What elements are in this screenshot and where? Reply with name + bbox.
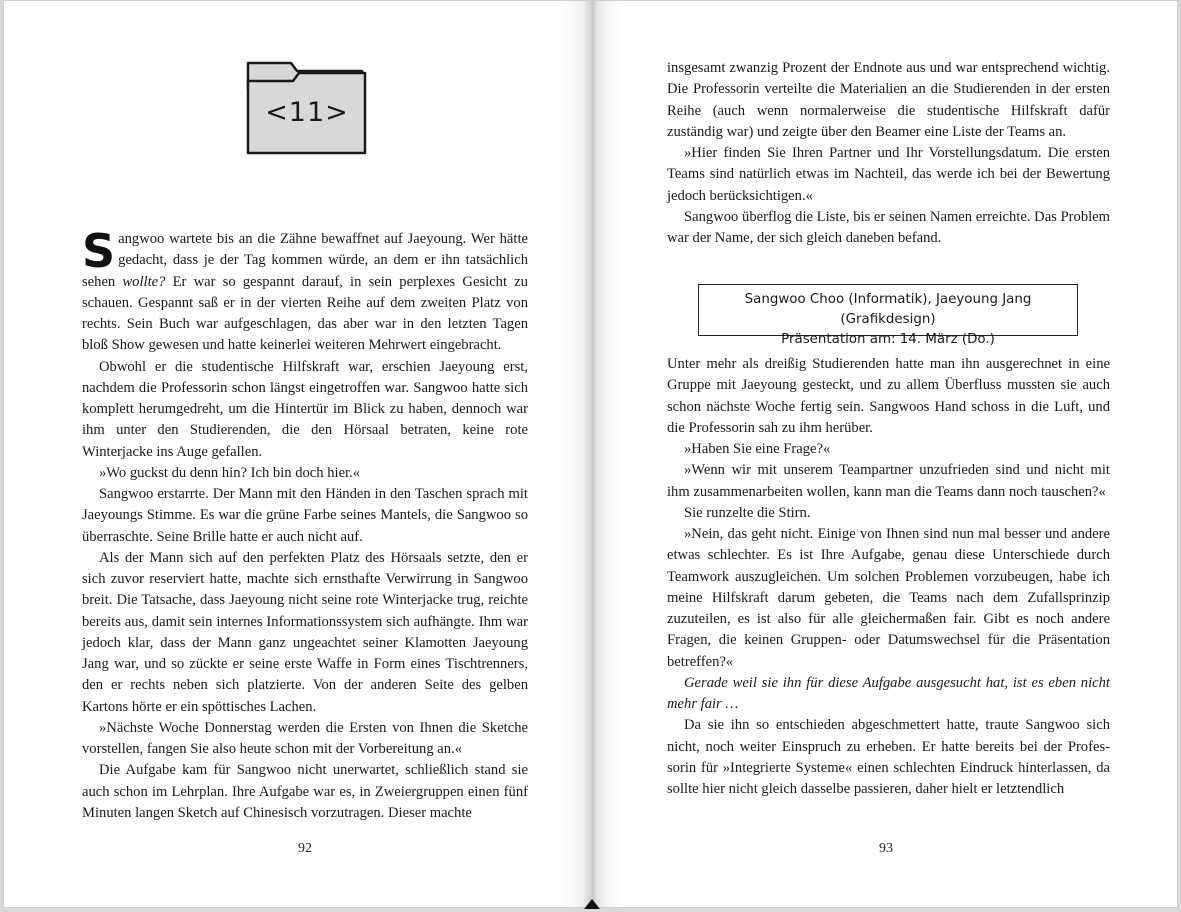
paragraph-text: Er war so gespannt darauf, in sein perplexes Gesicht zu schauen. Gespannt saß er in der vierten Reihe auf dem zweiten Platz von rechts. Sein Buch war aufgeschlagen, das aber war in den letzten Tagen bloß Show gewesen und hatte keinerlei weiteren Mehrwert eingebracht. (82, 273, 528, 354)
right-body-text-top (667, 58, 1110, 249)
left-body-text (82, 224, 528, 824)
paragraph: Sie runzelte die Stirn. (684, 504, 811, 521)
drop-cap: S (82, 224, 116, 278)
paragraph: Unter mehr als dreißig Studierenden hatte man ihn ausgerechnet in eine Gruppe mit Jaeyoung gesteckt, und zu allem Überfluss mussten sie auch schon nächste Woche fertig sein. Sangwoos Hand schoss in die Luft, und die Professorin sah zu ihm herüber. (667, 356, 1110, 436)
paragraph-italic (667, 673, 1110, 716)
paragraph: Die Aufgabe kam für Sangwoo nicht unerwartet, schließlich stand sie auch schon im Lehrplan. Ihre Aufgabe war es, in Zweiergruppen einen fünf Minuten langen Sketch auf Chinesisch vorzutragen. Dieser machte (82, 762, 528, 821)
paragraph: »Haben Sie eine Frage?« (684, 441, 831, 457)
paragraph: »Nächste Woche Donnerstag werden die Ersten von Ihnen die Sketche vorstellen, fangen Sie also heute schon mit der Vorbereitung an.« (82, 719, 528, 757)
right-body-text-bottom (667, 354, 1110, 800)
paragraph: Obwohl er die studentische Hilfskraft war, erschien Jaeyoung erst, nachdem die Professorin schon längst eingetroffen war. Sangwoo hatte sich komplett herumgedreht, um die Hintertür im Blick zu haben, dennoch war ihm unter den Studierenden, die den Hörsaal betraten, keine rote Winterjacke ins Auge gefallen. (82, 358, 528, 460)
emphasis-text: Gerade weil sie ihn für diese Aufgabe ausgesucht hat, ist es eben nicht mehr fair … (667, 674, 1110, 712)
page-number: 92 (298, 841, 312, 856)
paragraph: Als der Mann sich auf den perfekten Platz des Hörsaals setzte, den er sich zuvor reserviert hatte, machte sich ernsthafte Verwirrung in Sangwoo breit. Die Tatsache, dass Jaeyoung nicht seine rote Winterjacke trug, reichte bereits aus, damit sein internes Informationssystem sich aufhängte. Ihm war jedoch klar, dass der Mann ganz ungeachtet seiner Klamotten Jaeyoung Jang war, und so zückte er seine erste Waffe in Form eines Tischtrenners, den er rechts neben sich platzierte. Von der anderen Seite des gelben Kartons hörte er ein spöttisches Lachen. (82, 549, 528, 715)
paragraph: Sangwoo erstarrte. Der Mann mit den Händen in den Taschen sprach mit Jaeyoungs Stimme. Es war die grüne Farbe seines Mantels, die Sangwoo so überraschte. Seine Brille hatte er auch nicht auf. (82, 486, 528, 545)
paragraph: insgesamt zwanzig Prozent der Endnote aus und war entsprechend wichtig. Die Professorin verteilte die Materialien an die Studierenden in der ersten Reihe (auch wenn normalerweise die studentische Hilfskraft dafür zuständig war) und zeigte über den Beamer eine Liste der Teams an. (667, 60, 1110, 140)
paragraph-text: angwoo wartete bis an die Zähne bewaffnet auf Jaeyoung. Wer hätte gedacht, dass je der Tag kommen würde, an dem er ihn tatsächlich sehen (82, 231, 528, 290)
emphasis-text: wollte? (122, 273, 166, 290)
paragraph: »Hier finden Sie Ihren Partner und Ihr Vorstellungsdatum. Die ersten Teams sind natürlich etwas im Nachteil, das werde ich bei der Bewertung jedoch berücksichtigen.« (667, 145, 1110, 204)
team-list-line: Sangwoo Choo (Informatik), Jaeyoung Jang (Grafikdesign) (744, 292, 1032, 327)
paragraph: Sangwoo überflog die Liste, bis er seinen Namen erreichte. Das Problem war der Name, der sich gleich daneben befand. (667, 208, 1110, 246)
book-spread (3, 0, 1178, 908)
chapter-number: <11> (265, 97, 349, 128)
team-list-box (698, 284, 1078, 347)
right-page (590, 1, 1177, 907)
presentation-date-line: Präsentation am: 14. März (Do.) (781, 332, 995, 347)
spine-marker (584, 899, 600, 909)
left-page (4, 1, 590, 907)
paragraph: »Wo guckst du denn hin? Ich bin doch hier.« (99, 464, 361, 481)
page-number: 93 (879, 841, 893, 856)
paragraph: »Nein, das geht nicht. Einige von Ihnen sind nun mal besser und andere etwas schlechter. Es ist Ihre Aufgabe, genau diese Unterschiede durch Teamwork auszugleichen. Um solchen Problemen vorzubeugen, habe ich meine Hilfskraft darum gebeten, die Teams nach dem Zufallsprinzip zuzuteilen, es ist also für alle gleichermaßen fair. Gibt es noch andere Fragen, die keinen Gruppen- oder Datumswechsel für die Präsentation betreffen?« (667, 526, 1110, 670)
paragraph: Da sie ihn so entschieden abgeschmettert hatte, traute Sangwoo sich nicht, noch weiter Einspruch zu erheben. Er hatte bereits bei der Professorin für »Integrierte Systeme« einen schlechten Eindruck hinterlassen, da sollte hier nicht gleich dasselbe passieren, daher hielt er letztendlich (667, 717, 1110, 797)
paragraph: »Wenn wir mit unserem Teampartner unzufrieden sind und nicht mit ihm zusammenarbeiten wollen, kann man die Teams dann noch tauschen?« (667, 462, 1110, 500)
folder-icon (245, 59, 369, 157)
paragraph (82, 224, 528, 357)
